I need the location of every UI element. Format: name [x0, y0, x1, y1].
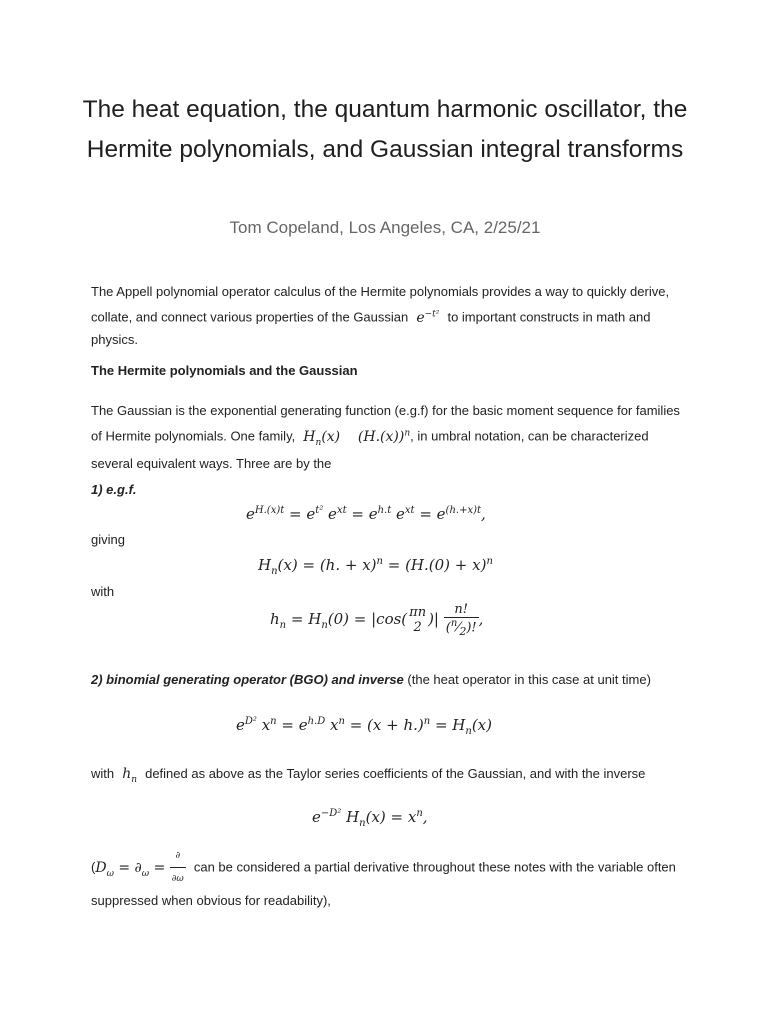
intro-text-2: to important constructs in math and physics. — [91, 309, 651, 347]
item-2-label: 2) binomial generating operator (BGO) and inverse — [91, 672, 404, 687]
intro-paragraph — [91, 281, 691, 351]
para4-open: ( — [91, 859, 96, 875]
equation-inverse: $e^{-D^2}$ $H_n(x) = x^n$, — [312, 808, 428, 829]
gaussian-paragraph — [91, 400, 691, 475]
hermite-hn-formula: $H_n(x)$ $(H.(x))^n$ — [298, 428, 411, 448]
hn-symbol: $h_n$ — [117, 766, 138, 785]
para4-text-2: can be considered a partial derivative throughout these notes with the variable often suppressed when obvious for readability), — [91, 859, 676, 908]
equation-hermite-umbral: $H_n(x) = (h$. + $x)^n = (H.(0) + x)^n$ — [258, 556, 493, 577]
with-text: with — [91, 584, 115, 599]
item-2-rest: (the heat operator in this case at unit time) — [407, 672, 651, 687]
gaussian-rendered: $e^{-t^2}$ — [411, 309, 440, 326]
equation-bgo: $e^{D^2}$ $x^n = e^{h.D}$ $x^n = (x + h.)^n = H_n(x)$ — [236, 716, 492, 737]
derivative-paragraph — [91, 845, 691, 912]
para3-text-1: with — [91, 766, 115, 781]
para2-text-2: , in umbral notation, can be characterized several equivalent ways. Three are by the — [91, 428, 649, 472]
page-title: The heat equation, the quantum harmonic oscillator, the Hermite polynomials, and Gaussian integral transforms — [82, 96, 688, 163]
partial-derivative-formula: $D_\omega = \partial_\omega$ = $\frac{\partial}{\partial\omega}$ — [95, 860, 190, 876]
item-1-label: 1) e.g.f. — [91, 482, 137, 497]
intro-text-1: The Appell polynomial operator calculus of the Hermite polynomials provides a way to quickly derive, collate, and connect various properties of the Gaussian — [91, 284, 670, 325]
author-line: Tom Copeland, Los Angeles, CA, 2/25/21 — [229, 218, 541, 237]
para3-text-2: defined as above as the Taylor series coefficients of the Gaussian, and with the inverse — [145, 766, 646, 781]
giving-text: giving — [91, 532, 125, 547]
section-heading: The Hermite polynomials and the Gaussian — [91, 363, 358, 378]
equation-egf: $e^{H.(x)t} = e^{t^2}$ $e^{xt} = e^{h.t}$ $e^{xt} = e^{(h.+x)t}$, — [246, 505, 486, 523]
item-2-paragraph — [91, 669, 691, 691]
taylor-paragraph — [91, 763, 691, 791]
equation-moments: $h_n = H_n(0) = |\cos$( πn 2 )| $\frac{n!}{(^n⁄_2)!}$ , — [270, 602, 484, 638]
para2-text-1: The Gaussian is the exponential generating function (e.g.f) for the basic moment sequence for families of Hermite polynomials. One family, — [91, 403, 680, 444]
